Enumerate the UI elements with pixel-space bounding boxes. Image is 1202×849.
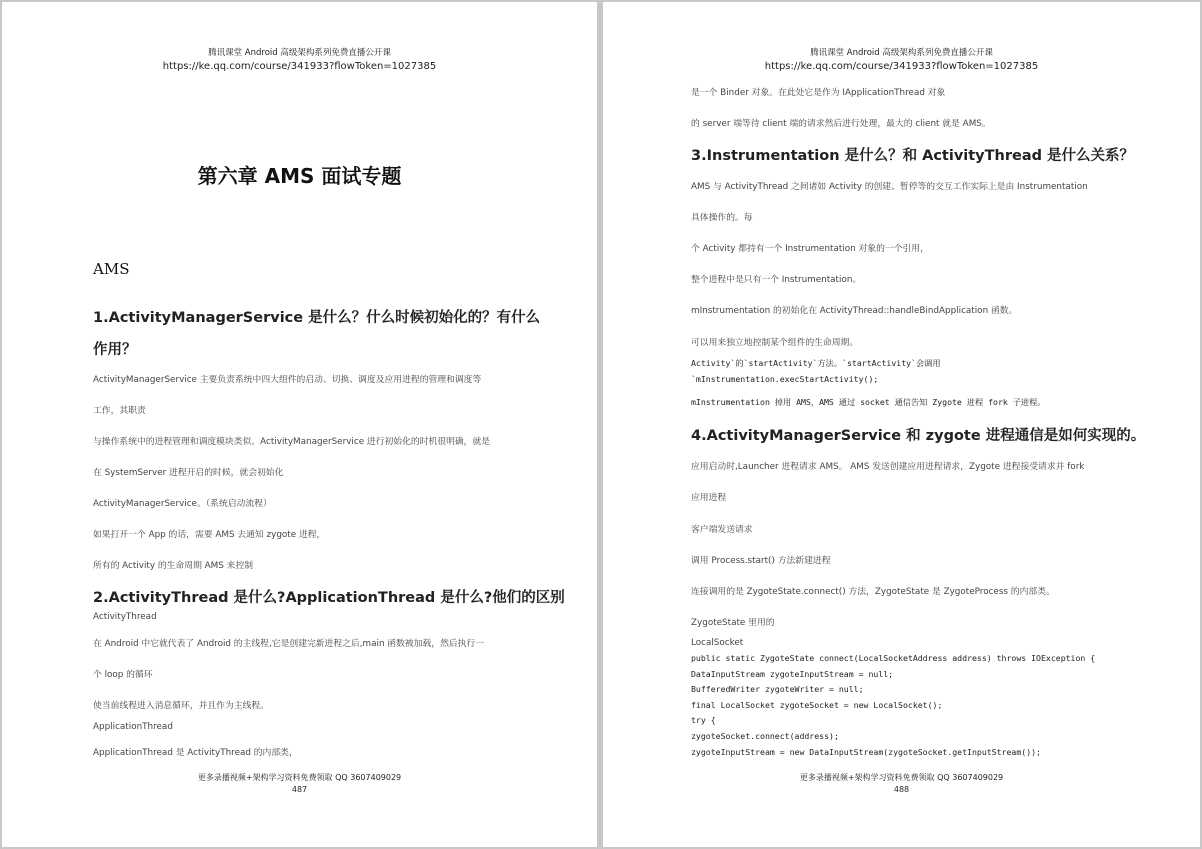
question-4-title: 4.ActivityManagerService 和 zygote 进程通信是如何实现的。 [691, 428, 1146, 444]
paragraph-line: 在 SystemServer 进程开启的时候，就会初始化 [93, 468, 284, 478]
paragraph-line: 的 server 端等待 client 端的请求然后进行处理，最大的 client 就是 AMS。 [691, 119, 991, 129]
paragraph-line: mInstrumentation 的初始化在 ActivityThread::handleBindApplication 函数。 [691, 306, 1018, 316]
page-footer [2, 772, 597, 796]
code-line: `mInstrumentation.execStartActivity(); [691, 373, 879, 384]
code-line: final LocalSocket zygoteSocket = new LocalSocket(); [691, 699, 943, 710]
paragraph-line: 所有的 Activity 的生命周期 AMS 来控制 [93, 561, 254, 571]
chapter-title: 第六章 AMS 面试专题 [197, 164, 402, 188]
paragraph-line: 客户端发送请求 [691, 525, 753, 535]
page-footer [603, 772, 1200, 796]
paragraph-line: LocalSocket [691, 638, 744, 648]
question-2-title: 2.ActivityThread 是什么?ApplicationThread 是什么?他们的区别 [93, 590, 565, 606]
paragraph-line: ApplicationThread [93, 722, 173, 732]
paragraph-line: ApplicationThread 是 ActivityThread 的内部类， [93, 748, 298, 758]
header-title: 腾讯课堂 Android 高级架构系列免费直播公开课 [810, 48, 993, 58]
paragraph-line: 应用启动时,Launcher 进程请求 AMS。 AMS 发送创建应用进程请求，Zygote 进程接受请求并 fork [691, 462, 1085, 472]
paragraph-line: 在 Android 中它就代表了 Android 的主线程,它是创建完新进程之后,main 函数被加载，然后执行一 [93, 639, 485, 649]
paragraph-line: AMS 与 ActivityThread 之间诸如 Activity 的创建、暂停等的交互工作实际上是由 Instrumentation [691, 182, 1088, 192]
header-url: https://ke.qq.com/course/341933?flowToken=1027385 [764, 61, 1039, 72]
paragraph-line: 可以用来独立地控制某个组件的生命周期。 [691, 338, 859, 348]
paragraph-line: 是一个 Binder 对象。在此处它是作为 IApplicationThread 对象 [691, 88, 946, 98]
code-line: zygoteSocket.connect(address); [691, 730, 839, 741]
paragraph-line: 调用 Process.start() 方法新建进程 [691, 556, 831, 566]
paragraph-line: 与操作系统中的进程管理和调度模块类似。ActivityManagerService 进行初始化的时机很明确，就是 [93, 437, 491, 447]
document-page-488 [603, 2, 1200, 847]
paragraph-line: ActivityThread [93, 612, 157, 622]
paragraph-line: 应用进程 [691, 493, 727, 503]
code-line: BufferedWriter zygoteWriter = null; [691, 684, 864, 695]
page-header [2, 46, 597, 74]
question-1-title-line-1: 1.ActivityManagerService 是什么？什么时候初始化的？有什么 [93, 310, 541, 326]
paragraph-line: 整个进程中是只有一个 Instrumentation。 [691, 275, 862, 285]
header-url: https://ke.qq.com/course/341933?flowToken=1027385 [162, 61, 437, 72]
paragraph-line: ActivityManagerService。（系统启动流程） [93, 499, 272, 509]
paragraph-line: 使当前线程进入消息循环，并且作为主线程。 [93, 701, 269, 711]
code-line: public static ZygoteState connect(LocalSocketAddress address) throws IOException { [691, 653, 1096, 663]
code-line: try { [691, 715, 716, 726]
section-heading: AMS [93, 260, 130, 278]
footer-text: 更多录播视频+架构学习资料免费领取 QQ 3607409029 [799, 773, 1004, 782]
code-block [691, 651, 1095, 760]
code-line: DataInputStream zygoteInputStream = null; [691, 668, 894, 679]
question-3-title: 3.Instrumentation 是什么？和 ActivityThread 是什么关系？ [691, 148, 1135, 164]
page-number: 487 [291, 785, 308, 794]
question-1-title-line-2: 作用？ [93, 342, 137, 358]
footer-text: 更多录播视频+架构学习资料免费领取 QQ 3607409029 [197, 773, 402, 782]
code-line: mInstrumentation 掉用 AMS，AMS 通过 socket 通信告知 Zygote 进程 fork 子进程。 [691, 397, 1046, 407]
paragraph-line: 个 loop 的循环 [93, 670, 153, 680]
paragraph-line: ZygoteState 里用的 [691, 618, 775, 628]
paragraph-line: 工作，其职责 [93, 406, 146, 416]
paragraph-line: ActivityManagerService 主要负责系统中四大组件的启动、切换、调度及应用进程的管理和调度等 [93, 375, 482, 385]
header-title: 腾讯课堂 Android 高级架构系列免费直播公开课 [208, 48, 391, 58]
paragraph-line: 如果打开一个 App 的话，需要 AMS 去通知 zygote 进程， [93, 530, 326, 540]
document-page-487 [2, 2, 597, 847]
code-block [691, 356, 941, 387]
paragraph-line: 个 Activity 都持有一个 Instrumentation 对象的一个引用， [691, 244, 929, 254]
page-number: 488 [893, 785, 910, 794]
paragraph-line: 具体操作的。每 [691, 213, 753, 223]
paragraph-line: 连接调用的是 ZygoteState.connect() 方法，ZygoteState 是 ZygoteProcess 的内部类。 [691, 587, 1055, 597]
code-line: Activity`的`startActivity`方法。`startActivity`会调用 [691, 358, 941, 368]
page-header [603, 46, 1200, 74]
code-line: zygoteInputStream = new DataInputStream(zygoteSocket.getInputStream()); [691, 746, 1041, 757]
